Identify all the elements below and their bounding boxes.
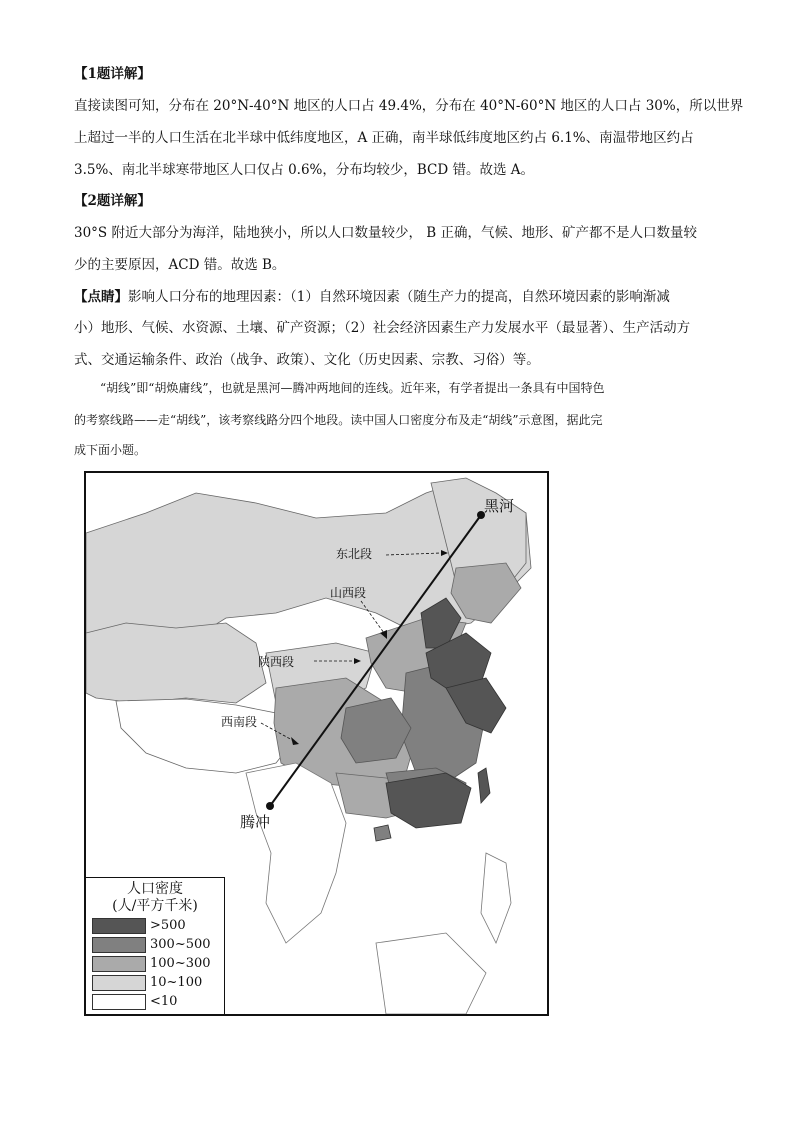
region-philippines <box>481 853 511 943</box>
section2-heading: 【2题详解】 <box>74 193 151 209</box>
segment-southwest: 西南段 <box>221 715 258 729</box>
legend-swatch-2 <box>92 956 146 972</box>
section1-line-3: 3.5%、南北半球寒带地区人口仅占 0.6%，分布均较少，BCD 错。故选 A。 <box>74 162 535 178</box>
intro-line-2: 的考察线路——走“胡线”，该考察线路分四个地段。读中国人口密度分布及走“胡线”示意图，据此完 <box>74 413 603 427</box>
region-tibet <box>116 699 296 773</box>
region-taiwan <box>478 768 490 803</box>
legend-title-line-2: (人/平方千米) <box>112 898 198 914</box>
city-heihe: 黑河 <box>484 497 515 515</box>
intro-line-1: “胡线”即“胡焕庸线”，也就是黑河—腾冲两地间的连线。近年来，有学者提出一条具有中国特色 <box>100 381 605 395</box>
section2-line-1: 30°S 附近大部分为海洋，陆地狭小，所以人口数量较少， B 正确，气候、地形、矿产都不是人口数量较 <box>74 225 697 241</box>
legend-label-1: 300~500 <box>150 937 211 952</box>
legend-label-2: 100~300 <box>150 956 211 971</box>
tips-heading: 【点睛】 <box>74 289 128 305</box>
segment-shaanxi: 陕西段 <box>258 655 295 669</box>
legend-swatch-3 <box>92 975 146 991</box>
section1-line-1: 直接读图可知，分布在 20°N-40°N 地区的人口占 49.4%，分布在 40°N-60°N 地区的人口占 30%，所以世界 <box>74 98 744 114</box>
region-xinjiang <box>86 623 266 703</box>
legend-title-line-1: 人口密度 <box>127 881 183 897</box>
segment-northeast: 东北段 <box>336 547 373 561</box>
legend-swatch-0 <box>92 918 146 934</box>
tips-line-3: 式、交通运输条件、政治（战争、政策）、文化（历史因素、宗教、习俗）等。 <box>74 352 540 368</box>
section1-line-2: 上超过一半的人口生活在北半球中低纬度地区，A 正确，南半球低纬度地区约占 6.1%、南温带地区约占 <box>74 130 694 146</box>
tips-line-2: 小）地形、气候、水资源、土壤、矿产资源；（2）社会经济因素生产力发展水平（最显著）、生产活动方 <box>74 320 691 336</box>
tips-line-1 <box>74 287 670 307</box>
legend-label-3: 10~100 <box>150 975 203 990</box>
legend-label-4: <10 <box>150 994 178 1009</box>
region-southeast-asia <box>246 763 346 943</box>
tips-first-line: 影响人口分布的地理因素：（1）自然环境因素（随生产力的提高，自然环境因素的影响渐减 <box>128 289 670 305</box>
region-hainan <box>374 825 391 841</box>
tengchong-point <box>266 802 274 810</box>
region-guangdong <box>386 773 471 828</box>
region-borneo <box>376 933 486 1014</box>
legend-swatch-1 <box>92 937 146 953</box>
legend-label-0: >500 <box>150 918 186 933</box>
map-legend <box>86 877 225 1014</box>
china-population-density-map <box>84 471 549 1016</box>
legend-swatch-4 <box>92 994 146 1010</box>
segment-shanxi: 山西段 <box>330 586 367 600</box>
section1-heading: 【1题详解】 <box>74 66 151 82</box>
city-tengchong: 腾冲 <box>240 813 271 831</box>
intro-line-3: 成下面小题。 <box>74 443 147 457</box>
section2-line-2: 少的主要原因，ACD 错。故选 B。 <box>74 257 286 273</box>
